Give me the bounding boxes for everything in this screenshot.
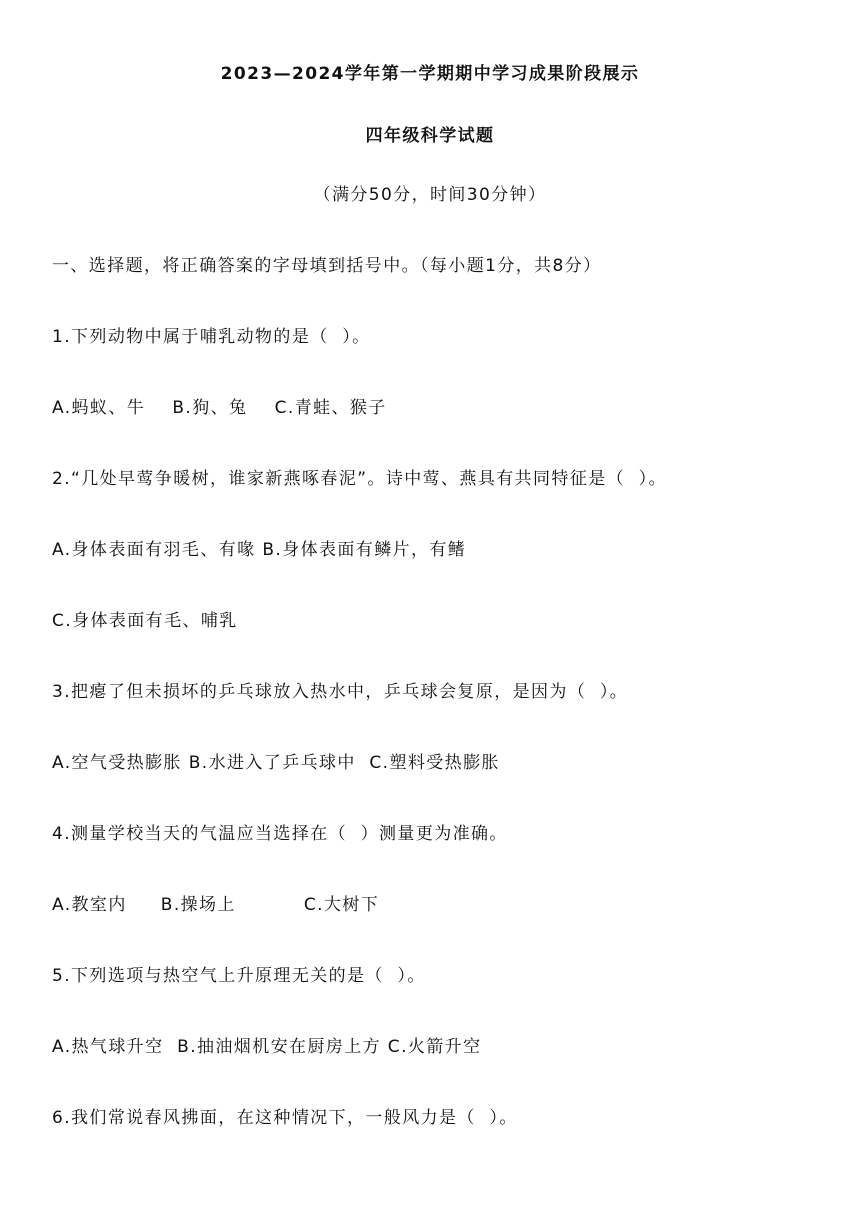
exam-title: 2023—2024学年第一学期期中学习成果阶段展示: [220, 64, 640, 84]
question-1-options: A.蚂蚁、牛 B.狗、兔 C.青蛙、猴子: [52, 398, 387, 418]
question-6: 6.我们常说春风拂面，在这种情况下，一般风力是（ ）。: [52, 1108, 518, 1128]
exam-subtitle: 四年级科学试题: [365, 126, 495, 146]
exam-note: （满分50分，时间30分钟）: [313, 185, 547, 205]
question-3: 3.把瘪了但未损坏的乒乓球放入热水中，乒乓球会复原，是因为（ ）。: [52, 682, 629, 702]
question-2: 2.“几处早莺争暖树，谁家新燕啄春泥”。诗中莺、燕具有共同特征是（ ）。: [52, 469, 667, 489]
question-2-options-ab: A.身体表面有羽毛、有喙 B.身体表面有鳞片，有鳍: [52, 540, 467, 560]
question-1: 1.下列动物中属于哺乳动物的是（ ）。: [52, 327, 371, 347]
question-2-option-c: C.身体表面有毛、哺乳: [52, 611, 238, 631]
section-heading: 一、选择题，将正确答案的字母填到括号中。（每小题1分，共8分）: [52, 256, 602, 276]
question-5: 5.下列选项与热空气上升原理无关的是（ ）。: [52, 966, 426, 986]
question-4: 4.测量学校当天的气温应当选择在（ ）测量更为准确。: [52, 824, 508, 844]
question-4-options: A.教室内 B.操场上 C.大树下: [52, 895, 380, 915]
question-5-options: A.热气球升空 B.抽油烟机安在厨房上方 C.火箭升空: [52, 1037, 482, 1057]
question-3-options: A.空气受热膨胀 B.水进入了乒乓球中 C.塑料受热膨胀: [52, 753, 500, 773]
